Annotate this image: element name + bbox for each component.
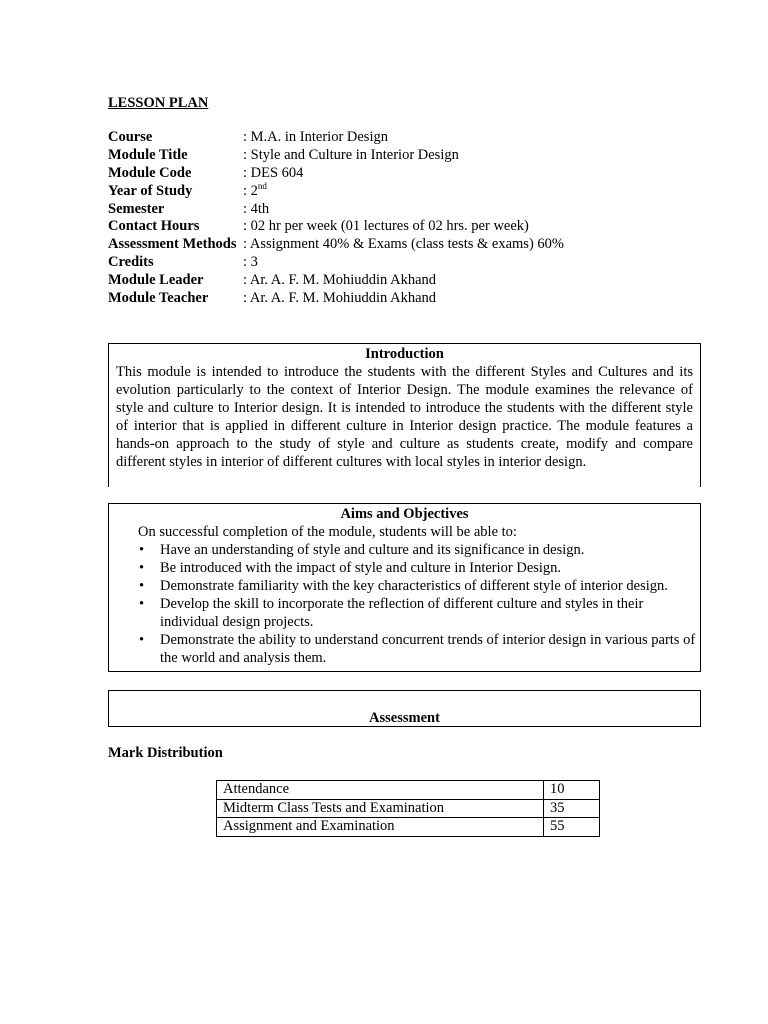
detail-row-assessment-methods [108, 236, 708, 254]
detail-label: Module Title [108, 146, 188, 163]
aims-box [108, 503, 701, 672]
aims-list-item: • Be introduced with the impact of style and culture in Interior Design. [160, 559, 700, 577]
detail-value: : Assignment 40% & Exams (class tests & exams) 60% [243, 236, 564, 253]
detail-label: Course [108, 129, 153, 145]
aims-list [109, 541, 700, 667]
mark-distribution-table [216, 780, 600, 837]
detail-row-course [108, 129, 708, 147]
aims-heading: Aims and Objectives [340, 506, 469, 522]
detail-row-semester [108, 201, 708, 219]
mark-distribution-title: Mark Distribution [108, 745, 223, 761]
assessment-box [108, 690, 701, 727]
mark-item: Midterm Class Tests and Examination [217, 799, 544, 818]
detail-row-contact-hours [108, 218, 708, 236]
detail-value: : Style and Culture in Interior Design [243, 146, 459, 163]
aims-list-item: • Demonstrate familiarity with the key characteristics of different style of interior design. [160, 577, 700, 595]
detail-value: : Ar. A. F. M. Mohiuddin Akhand [243, 272, 437, 289]
aims-list-item: • Have an understanding of style and culture and its significance in design. [160, 541, 700, 559]
detail-row-module-teacher [108, 290, 708, 308]
detail-value: : 3 [243, 254, 258, 271]
detail-value-with-sup [243, 180, 267, 201]
aims-list-item: • Develop the skill to incorporate the reflection of different culture and styles in their individual design projects. [160, 595, 700, 631]
ordinal-suffix: nd [257, 180, 267, 191]
detail-row-credits [108, 254, 708, 272]
detail-label: Semester [108, 200, 165, 217]
table-row [217, 781, 600, 800]
assessment-heading: Assessment [369, 710, 440, 726]
module-details [108, 129, 708, 308]
detail-row-module-leader [108, 272, 708, 290]
introduction-heading: Introduction [365, 346, 444, 362]
detail-value: : 4th [243, 200, 270, 217]
introduction-box [108, 343, 701, 487]
detail-value: : Ar. A. F. M. Mohiuddin Akhand [243, 290, 437, 307]
mark-value: 10 [544, 781, 600, 800]
detail-label: Year of Study [108, 182, 193, 199]
detail-label: Assessment Methods [108, 236, 237, 253]
page-title: LESSON PLAN [108, 95, 209, 111]
mark-item: Attendance [217, 781, 544, 800]
table-row [217, 818, 600, 837]
detail-value: : 2 [243, 182, 258, 199]
detail-label: Module Teacher [108, 290, 209, 307]
detail-row-module-title [108, 147, 708, 165]
mark-value: 35 [544, 799, 600, 818]
detail-label: Module Leader [108, 272, 204, 289]
aims-intro: On successful completion of the module, students will be able to: [138, 524, 517, 540]
mark-value: 55 [544, 818, 600, 837]
detail-value: : M.A. in Interior Design [243, 129, 388, 145]
table-row [217, 799, 600, 818]
detail-value: : DES 604 [243, 164, 304, 181]
aims-list-item: • Demonstrate the ability to understand concurrent trends of interior design in various parts of the world and analysis them. [160, 631, 700, 667]
detail-row-year-of-study [108, 180, 708, 201]
detail-label: Credits [108, 254, 154, 271]
mark-item: Assignment and Examination [217, 818, 544, 837]
detail-label: Module Code [108, 164, 192, 181]
detail-value: : 02 hr per week (01 lectures of 02 hrs. per week) [243, 218, 529, 235]
introduction-text: This module is intended to introduce the students with the different Styles and Cultures and its evolution particularly to the context of Interior Design. The module examines the relevance of style and culture to Interior design. It is intended to introduce the students with the different style of interior that is applied in different culture in Interior design practice. The module features a hands-on approach to the study of style and culture as students create, modify and compare different styles in interior of different cultures with local styles in interior design. [116, 364, 693, 470]
detail-label: Contact Hours [108, 218, 200, 235]
detail-row-module-code [108, 165, 708, 183]
